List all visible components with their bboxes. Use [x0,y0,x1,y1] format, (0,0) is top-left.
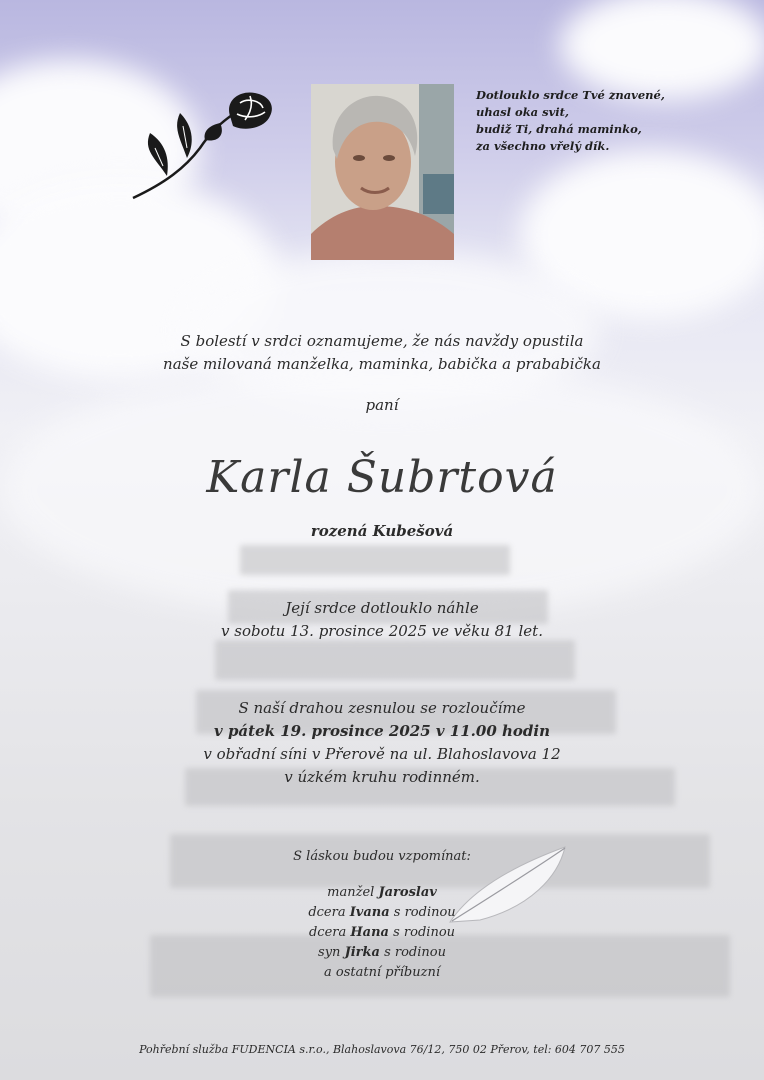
rose-icon [125,88,285,208]
cloud [560,0,764,100]
stair-step [215,640,575,680]
verse-line: Dotlouklo srdce Tvé znavené, [476,88,665,102]
title-word: paní [365,396,399,414]
funeral-line: v obřadní síni v Přerově na ul. Blahoslavova 12 [203,745,561,763]
announcement [0,330,764,376]
death-line: v sobotu 13. prosince 2025 ve věku 81 let. [221,622,543,640]
death-info [0,597,764,643]
announcement-line: naše milovaná manželka, maminka, babička a prababička [163,355,601,373]
mourner-row: a ostatní příbuzní [323,965,440,980]
funeral-date: v pátek 19. prosince 2025 v 11.00 hodin [214,722,550,740]
stair-step [240,545,510,575]
death-line: Její srdce dotlouklo náhle [285,599,479,617]
verse-line: budiž Ti, drahá maminko, [476,122,642,136]
deceased-name: Karla Šubrtová [206,452,558,503]
verse-line: za všechno vřelý dík. [476,139,610,153]
maiden-name: rozená Kubešová [310,522,454,540]
mourner-row: dcera Hana s rodinou [308,925,456,940]
funeral-service-footer: Pohřební služba FUDENCIA s.r.o., Blahoslavova 76/12, 750 02 Přerov, tel: 604 707 555 [139,1043,625,1056]
funeral-info [0,697,764,789]
portrait-photo [311,84,454,260]
memorial-verse [476,87,665,155]
funeral-line: S naší drahou zesnulou se rozloučíme [238,699,526,717]
mourners-heading: S láskou budou vzpomínat: [293,849,471,864]
mourners-list [0,883,764,983]
mourner-row: dcera Ivana s rodinou [308,905,456,920]
mourner-row: manžel Jaroslav [327,885,437,900]
funeral-line: v úzkém kruhu rodinném. [284,768,480,786]
announcement-line: S bolestí v srdci oznamujeme, že nás navždy opustila [180,332,584,350]
verse-line: uhasl oka svit, [476,105,569,119]
mourner-row: syn Jirka s rodinou [318,945,446,960]
